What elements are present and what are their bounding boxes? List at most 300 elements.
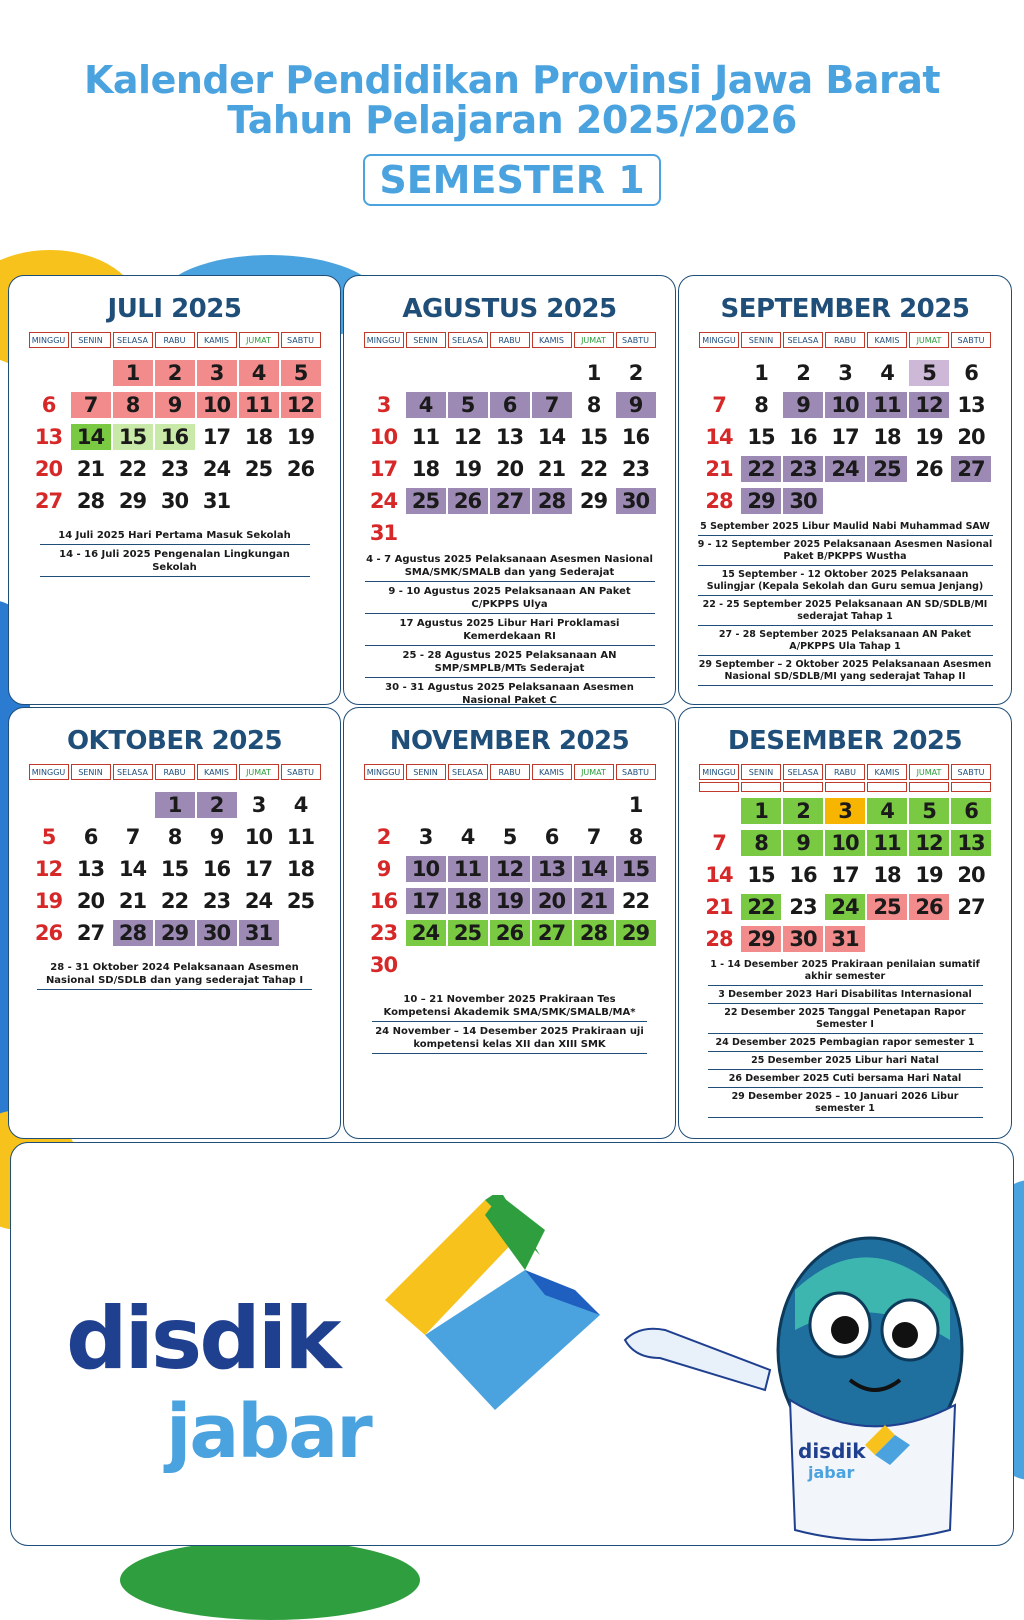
calendar-day: 4 (239, 360, 279, 386)
calendar-day: 6 (490, 392, 530, 418)
calendar-day: 28 (76, 489, 105, 513)
arabic-day-label (783, 782, 823, 792)
calendar-day: 27 (532, 920, 572, 946)
event-note: 15 September - 12 Oktober 2025 Pelaksanaan Sulingjar (Kepala Sekolah dan Guru semua Jenjang) (698, 568, 993, 596)
day-of-week-row (9, 332, 340, 348)
calendar-day: 28 (532, 488, 572, 514)
day-of-week-label: SABTU (281, 764, 321, 780)
empty-cell (406, 792, 446, 818)
calendar-day: 30 (783, 488, 823, 514)
calendar-day: 7 (71, 392, 111, 418)
calendar-day: 10 (825, 830, 865, 856)
day-of-week-label: SELASA (113, 764, 153, 780)
event-note: 28 - 31 Oktober 2024 Pelaksanaan Asesmen Nasional SD/SDLB dan yang sederajat Tahap I (37, 960, 312, 990)
event-note: 4 - 7 Agustus 2025 Pelaksanaan Asesmen Nasional SMA/SMK/SMALB dan yang Sederajat (365, 552, 655, 582)
calendar-day: 18 (873, 863, 901, 887)
calendar-day: 29 (579, 489, 608, 513)
calendar-day: 4 (460, 825, 475, 849)
calendar-day: 5 (448, 392, 488, 418)
calendar-day: 20 (34, 457, 63, 481)
calendar-day: 15 (160, 857, 189, 881)
day-of-week-label: MINGGU (29, 764, 69, 780)
event-notes (708, 958, 983, 1118)
event-note: 27 - 28 September 2025 Pelaksanaan AN Paket A/PKPPS Ula Tahap 1 (698, 628, 993, 656)
calendar-day: 21 (705, 457, 733, 481)
calendar-day: 1 (586, 361, 601, 385)
month-card (678, 707, 1012, 1139)
calendar-grid (9, 360, 340, 514)
event-note: 14 - 16 Juli 2025 Pengenalan Lingkungan Sekolah (40, 547, 310, 577)
month-card (8, 275, 341, 705)
day-of-week-label: JUMAT (909, 764, 949, 780)
calendar-day: 27 (957, 895, 985, 919)
calendar-day: 18 (244, 425, 273, 449)
calendar-day: 23 (369, 921, 398, 945)
calendar-day: 24 (825, 456, 865, 482)
mascot-illustration (620, 1230, 980, 1550)
calendar-day: 5 (41, 825, 56, 849)
calendar-day: 6 (83, 825, 98, 849)
calendar-grid (679, 798, 1011, 952)
calendar-day: 22 (160, 889, 189, 913)
day-of-week-label: SELASA (783, 764, 823, 780)
event-note: 29 September – 2 Oktober 2025 Pelaksanaan Asesmen Nasional SD/SDLB/MI yang sederajat Tahap II (698, 658, 993, 686)
day-of-week-label: SENIN (406, 764, 446, 780)
calendar-day: 17 (831, 863, 859, 887)
calendar-day: 18 (411, 457, 440, 481)
calendar-day: 28 (705, 489, 733, 513)
day-of-week-label: KAMIS (197, 764, 237, 780)
calendar-day: 19 (286, 425, 315, 449)
day-of-week-label: RABU (825, 764, 865, 780)
calendar-day: 15 (616, 856, 656, 882)
event-note: 25 Desember 2025 Libur hari Natal (708, 1054, 983, 1070)
calendar-day: 12 (490, 856, 530, 882)
calendar-day: 26 (448, 488, 488, 514)
day-of-week-label: SABTU (616, 332, 656, 348)
day-of-week-label: RABU (155, 764, 195, 780)
calendar-day: 8 (741, 830, 781, 856)
event-note: 14 Juli 2025 Hari Pertama Masuk Sekolah (40, 528, 310, 545)
event-note: 9 - 12 September 2025 Pelaksanaan Asesmen Nasional Paket B/PKPPS Wustha (698, 538, 993, 566)
calendar-day: 30 (197, 920, 237, 946)
calendar-day: 20 (957, 863, 985, 887)
calendar-day: 13 (957, 393, 985, 417)
calendar-day: 12 (453, 425, 482, 449)
semester-badge: SEMESTER 1 (363, 154, 660, 206)
calendar-day: 7 (712, 393, 726, 417)
calendar-day: 30 (616, 488, 656, 514)
calendar-day: 11 (411, 425, 440, 449)
logo-jabar: jabar (166, 1389, 371, 1475)
event-note: 3 Desember 2023 Hari Disabilitas Internasional (708, 988, 983, 1004)
calendar-day: 24 (369, 489, 398, 513)
calendar-day: 31 (239, 920, 279, 946)
mascot-badge-text2: jabar (808, 1463, 855, 1482)
event-note: 29 Desember 2025 – 10 Januari 2026 Libur semester 1 (708, 1090, 983, 1118)
empty-cell (448, 360, 488, 386)
event-notes (372, 992, 647, 1054)
logo-disdik: disdik (66, 1289, 339, 1389)
calendar-day: 15 (113, 424, 153, 450)
day-of-week-label: SABTU (951, 764, 991, 780)
calendar-day: 25 (448, 920, 488, 946)
calendar-day: 11 (286, 825, 315, 849)
calendar-day: 7 (586, 825, 601, 849)
month-title: NOVEMBER 2025 (389, 726, 630, 756)
calendar-day: 21 (705, 895, 733, 919)
calendar-day: 31 (202, 489, 231, 513)
calendar-day: 28 (113, 920, 153, 946)
calendar-day: 10 (406, 856, 446, 882)
day-of-week-label: JUMAT (574, 332, 614, 348)
calendar-day: 12 (909, 830, 949, 856)
calendar-day: 25 (244, 457, 273, 481)
day-of-week-row (344, 332, 675, 348)
calendar-day: 30 (369, 953, 398, 977)
day-of-week-label: SABTU (616, 764, 656, 780)
calendar-day: 22 (621, 889, 650, 913)
calendar-day: 8 (628, 825, 643, 849)
event-note: 17 Agustus 2025 Libur Hari Proklamasi Kemerdekaan RI (365, 616, 655, 646)
arabic-day-label (825, 782, 865, 792)
empty-cell (490, 360, 530, 386)
mascot-badge-text1: disdik (798, 1439, 866, 1463)
header (0, 60, 1024, 206)
calendar-day: 21 (76, 457, 105, 481)
calendar-day: 5 (909, 798, 949, 824)
day-of-week-label: SABTU (281, 332, 321, 348)
calendar-day: 2 (796, 361, 810, 385)
empty-cell (406, 360, 446, 386)
day-of-week-label: SELASA (448, 332, 488, 348)
calendar-day: 11 (239, 392, 279, 418)
calendar-day: 2 (628, 361, 643, 385)
day-of-week-label: SELASA (448, 764, 488, 780)
month-title: AGUSTUS 2025 (402, 294, 617, 324)
calendar-day: 3 (838, 361, 852, 385)
calendar-day: 10 (369, 425, 398, 449)
calendar-day: 25 (286, 889, 315, 913)
calendar-day: 29 (741, 926, 781, 952)
calendar-day: 23 (202, 889, 231, 913)
calendar-day: 21 (537, 457, 566, 481)
calendar-day: 14 (705, 863, 733, 887)
day-of-week-label: SENIN (71, 332, 111, 348)
day-of-week-label: SENIN (741, 332, 781, 348)
day-of-week-row (679, 332, 1011, 348)
calendar-day: 12 (281, 392, 321, 418)
day-of-week-label: JUMAT (239, 332, 279, 348)
calendar-day: 14 (118, 857, 147, 881)
calendar-day: 20 (495, 457, 524, 481)
month-card (8, 707, 341, 1139)
calendar-day: 16 (789, 863, 817, 887)
calendar-day: 8 (586, 393, 601, 417)
month-title: OKTOBER 2025 (66, 726, 283, 756)
day-of-week-label: KAMIS (867, 332, 907, 348)
calendar-day: 2 (376, 825, 391, 849)
calendar-day: 30 (160, 489, 189, 513)
event-note: 24 Desember 2025 Pembagian rapor semester 1 (708, 1036, 983, 1052)
calendar-day: 21 (574, 888, 614, 914)
day-of-week-label: KAMIS (197, 332, 237, 348)
calendar-day: 21 (118, 889, 147, 913)
empty-cell (574, 792, 614, 818)
calendar-day: 1 (741, 798, 781, 824)
day-of-week-label: JUMAT (239, 764, 279, 780)
day-of-week-label: MINGGU (699, 332, 739, 348)
calendar-day: 30 (783, 926, 823, 952)
event-note: 9 - 10 Agustus 2025 Pelaksanaan AN Paket C/PKPPS Ulya (365, 584, 655, 614)
calendar-day: 29 (155, 920, 195, 946)
calendar-day: 10 (197, 392, 237, 418)
day-of-week-label: SABTU (951, 332, 991, 348)
calendar-day: 4 (293, 793, 308, 817)
calendar-day: 17 (831, 425, 859, 449)
month-card (343, 275, 676, 705)
day-of-week-label: MINGGU (29, 332, 69, 348)
page-subtitle: Tahun Pelajaran 2025/2026 (227, 98, 797, 142)
calendar-day: 31 (825, 926, 865, 952)
calendar-day: 8 (113, 392, 153, 418)
calendar-day: 2 (783, 798, 823, 824)
calendar-day: 16 (789, 425, 817, 449)
calendar-day: 29 (118, 489, 147, 513)
calendar-day: 13 (532, 856, 572, 882)
calendar-day: 13 (76, 857, 105, 881)
month-card (343, 707, 676, 1139)
calendar-day: 6 (544, 825, 559, 849)
calendar-day: 15 (747, 863, 775, 887)
calendar-day: 5 (502, 825, 517, 849)
calendar-day: 9 (155, 392, 195, 418)
calendar-day: 6 (951, 798, 991, 824)
calendar-day: 12 (909, 392, 949, 418)
calendar-day: 16 (621, 425, 650, 449)
calendar-day: 5 (281, 360, 321, 386)
day-of-week-label: JUMAT (909, 332, 949, 348)
calendar-day: 23 (160, 457, 189, 481)
month-card (678, 275, 1012, 705)
day-of-week-label: RABU (825, 332, 865, 348)
calendar-day: 29 (741, 488, 781, 514)
calendar-day: 5 (909, 360, 949, 386)
day-of-week-label: MINGGU (364, 764, 404, 780)
calendar-day: 1 (628, 793, 643, 817)
calendar-day: 14 (71, 424, 111, 450)
calendar-day: 10 (244, 825, 273, 849)
calendar-day: 9 (616, 392, 656, 418)
day-of-week-label: SELASA (113, 332, 153, 348)
calendar-day: 1 (754, 361, 768, 385)
calendar-day: 27 (76, 921, 105, 945)
calendar-day: 19 (915, 425, 943, 449)
calendar-day: 16 (155, 424, 195, 450)
calendar-day: 18 (286, 857, 315, 881)
calendar-day: 7 (532, 392, 572, 418)
calendar-day: 24 (244, 889, 273, 913)
event-note: 22 - 25 September 2025 Pelaksanaan AN SD/SDLB/MI sederajat Tahap 1 (698, 598, 993, 626)
day-of-week-label: JUMAT (574, 764, 614, 780)
calendar-day: 14 (574, 856, 614, 882)
day-of-week-label: MINGGU (364, 332, 404, 348)
calendar-day: 2 (155, 360, 195, 386)
empty-cell (29, 792, 69, 818)
month-title: SEPTEMBER 2025 (720, 294, 970, 324)
event-notes (365, 552, 655, 705)
day-of-week-row (679, 764, 1011, 780)
calendar-day: 31 (369, 521, 398, 545)
calendar-day: 13 (495, 425, 524, 449)
calendar-day: 25 (406, 488, 446, 514)
arabic-day-row (679, 782, 1011, 792)
empty-cell (532, 360, 572, 386)
calendar-day: 13 (34, 425, 63, 449)
calendar-day: 2 (197, 792, 237, 818)
calendar-day: 9 (376, 857, 391, 881)
event-note: 25 - 28 Agustus 2025 Pelaksanaan AN SMP/SMPLB/MTs Sederajat (365, 648, 655, 678)
event-note: 1 - 14 Desember 2025 Prakiraan penilaian sumatif akhir semester (708, 958, 983, 986)
calendar-day: 20 (76, 889, 105, 913)
event-notes (698, 520, 993, 686)
arabic-day-label (699, 782, 739, 792)
month-title: DESEMBER 2025 (727, 726, 963, 756)
calendar-day: 23 (783, 456, 823, 482)
arabic-day-label (909, 782, 949, 792)
calendar-day: 3 (197, 360, 237, 386)
month-title: JULI 2025 (107, 294, 242, 324)
calendar-day: 3 (418, 825, 433, 849)
event-notes (40, 528, 310, 577)
calendar-day: 7 (712, 831, 726, 855)
calendar-day: 8 (167, 825, 182, 849)
empty-cell (29, 360, 69, 386)
calendar-day: 3 (251, 793, 266, 817)
calendar-day: 14 (537, 425, 566, 449)
calendar-day: 9 (209, 825, 224, 849)
event-note: 5 September 2025 Libur Maulid Nabi Muhammad SAW (698, 520, 993, 536)
calendar-grid (344, 360, 675, 546)
empty-cell (699, 798, 739, 824)
calendar-day: 26 (286, 457, 315, 481)
event-note: 30 - 31 Agustus 2025 Pelaksanaan Asesmen Nasional Paket C (365, 680, 655, 705)
calendar-day: 19 (490, 888, 530, 914)
day-of-week-label: SENIN (71, 764, 111, 780)
calendar-grid (344, 792, 675, 978)
calendar-day: 27 (951, 456, 991, 482)
calendar-day: 4 (880, 361, 894, 385)
empty-cell (71, 360, 111, 386)
calendar-day: 4 (867, 798, 907, 824)
calendar-day: 23 (621, 457, 650, 481)
calendar-day: 3 (376, 393, 391, 417)
calendar-day: 22 (118, 457, 147, 481)
arabic-day-label (867, 782, 907, 792)
decor-green-blob-bottom (120, 1540, 420, 1620)
calendar-day: 20 (957, 425, 985, 449)
calendar-day: 15 (747, 425, 775, 449)
empty-cell (532, 792, 572, 818)
calendar-day: 27 (34, 489, 63, 513)
calendar-day: 26 (915, 457, 943, 481)
calendar-day: 24 (825, 894, 865, 920)
event-note: 26 Desember 2025 Cuti bersama Hari Natal (708, 1072, 983, 1088)
calendar-day: 22 (741, 456, 781, 482)
day-of-week-label: SENIN (741, 764, 781, 780)
calendar-day: 27 (490, 488, 530, 514)
empty-cell (490, 792, 530, 818)
day-of-week-label: RABU (490, 764, 530, 780)
calendar-day: 26 (909, 894, 949, 920)
empty-cell (71, 792, 111, 818)
calendar-day: 19 (34, 889, 63, 913)
calendar-grid (679, 360, 1011, 514)
calendar-day: 18 (448, 888, 488, 914)
calendar-day: 28 (574, 920, 614, 946)
calendar-day: 16 (369, 889, 398, 913)
calendar-day: 1 (155, 792, 195, 818)
calendar-day: 11 (867, 392, 907, 418)
calendar-day: 25 (867, 456, 907, 482)
calendar-day: 6 (964, 361, 978, 385)
calendar-day: 23 (789, 895, 817, 919)
empty-cell (364, 360, 404, 386)
calendar-day: 16 (202, 857, 231, 881)
calendar-day: 26 (34, 921, 63, 945)
calendar-day: 25 (867, 894, 907, 920)
day-of-week-label: MINGGU (699, 764, 739, 780)
calendar-day: 22 (741, 894, 781, 920)
calendar-day: 14 (705, 425, 733, 449)
page-title: Kalender Pendidikan Provinsi Jawa Barat (83, 58, 941, 102)
calendar-day: 1 (113, 360, 153, 386)
calendar-day: 19 (915, 863, 943, 887)
empty-cell (364, 792, 404, 818)
empty-cell (699, 360, 739, 386)
calendar-day: 24 (406, 920, 446, 946)
day-of-week-label: SELASA (783, 332, 823, 348)
calendar-day: 3 (825, 798, 865, 824)
calendar-day: 4 (406, 392, 446, 418)
calendar-day: 10 (825, 392, 865, 418)
calendar-day: 7 (125, 825, 140, 849)
calendar-day: 18 (873, 425, 901, 449)
calendar-day: 13 (951, 830, 991, 856)
day-of-week-label: KAMIS (532, 764, 572, 780)
event-note: 10 – 21 November 2025 Prakiraan Tes Kompetensi Akademik SMA/SMK/SMALB/MA* (372, 992, 647, 1022)
day-of-week-row (9, 764, 340, 780)
calendar-day: 26 (490, 920, 530, 946)
day-of-week-row (344, 764, 675, 780)
calendar-day: 17 (202, 425, 231, 449)
calendar-day: 17 (244, 857, 273, 881)
calendar-day: 28 (705, 927, 733, 951)
calendar-day: 20 (532, 888, 572, 914)
day-of-week-label: SENIN (406, 332, 446, 348)
calendar-day: 9 (783, 830, 823, 856)
event-note: 22 Desember 2025 Tanggal Penetapan Rapor Semester I (708, 1006, 983, 1034)
day-of-week-label: KAMIS (867, 764, 907, 780)
calendar-day: 6 (41, 393, 56, 417)
event-note: 24 November – 14 Desember 2025 Prakiraan uji kompetensi kelas XII dan XIII SMK (372, 1024, 647, 1054)
calendar-day: 11 (448, 856, 488, 882)
calendar-day: 24 (202, 457, 231, 481)
event-notes (37, 960, 312, 990)
calendar-day: 19 (453, 457, 482, 481)
calendar-day: 11 (867, 830, 907, 856)
arabic-day-label (741, 782, 781, 792)
